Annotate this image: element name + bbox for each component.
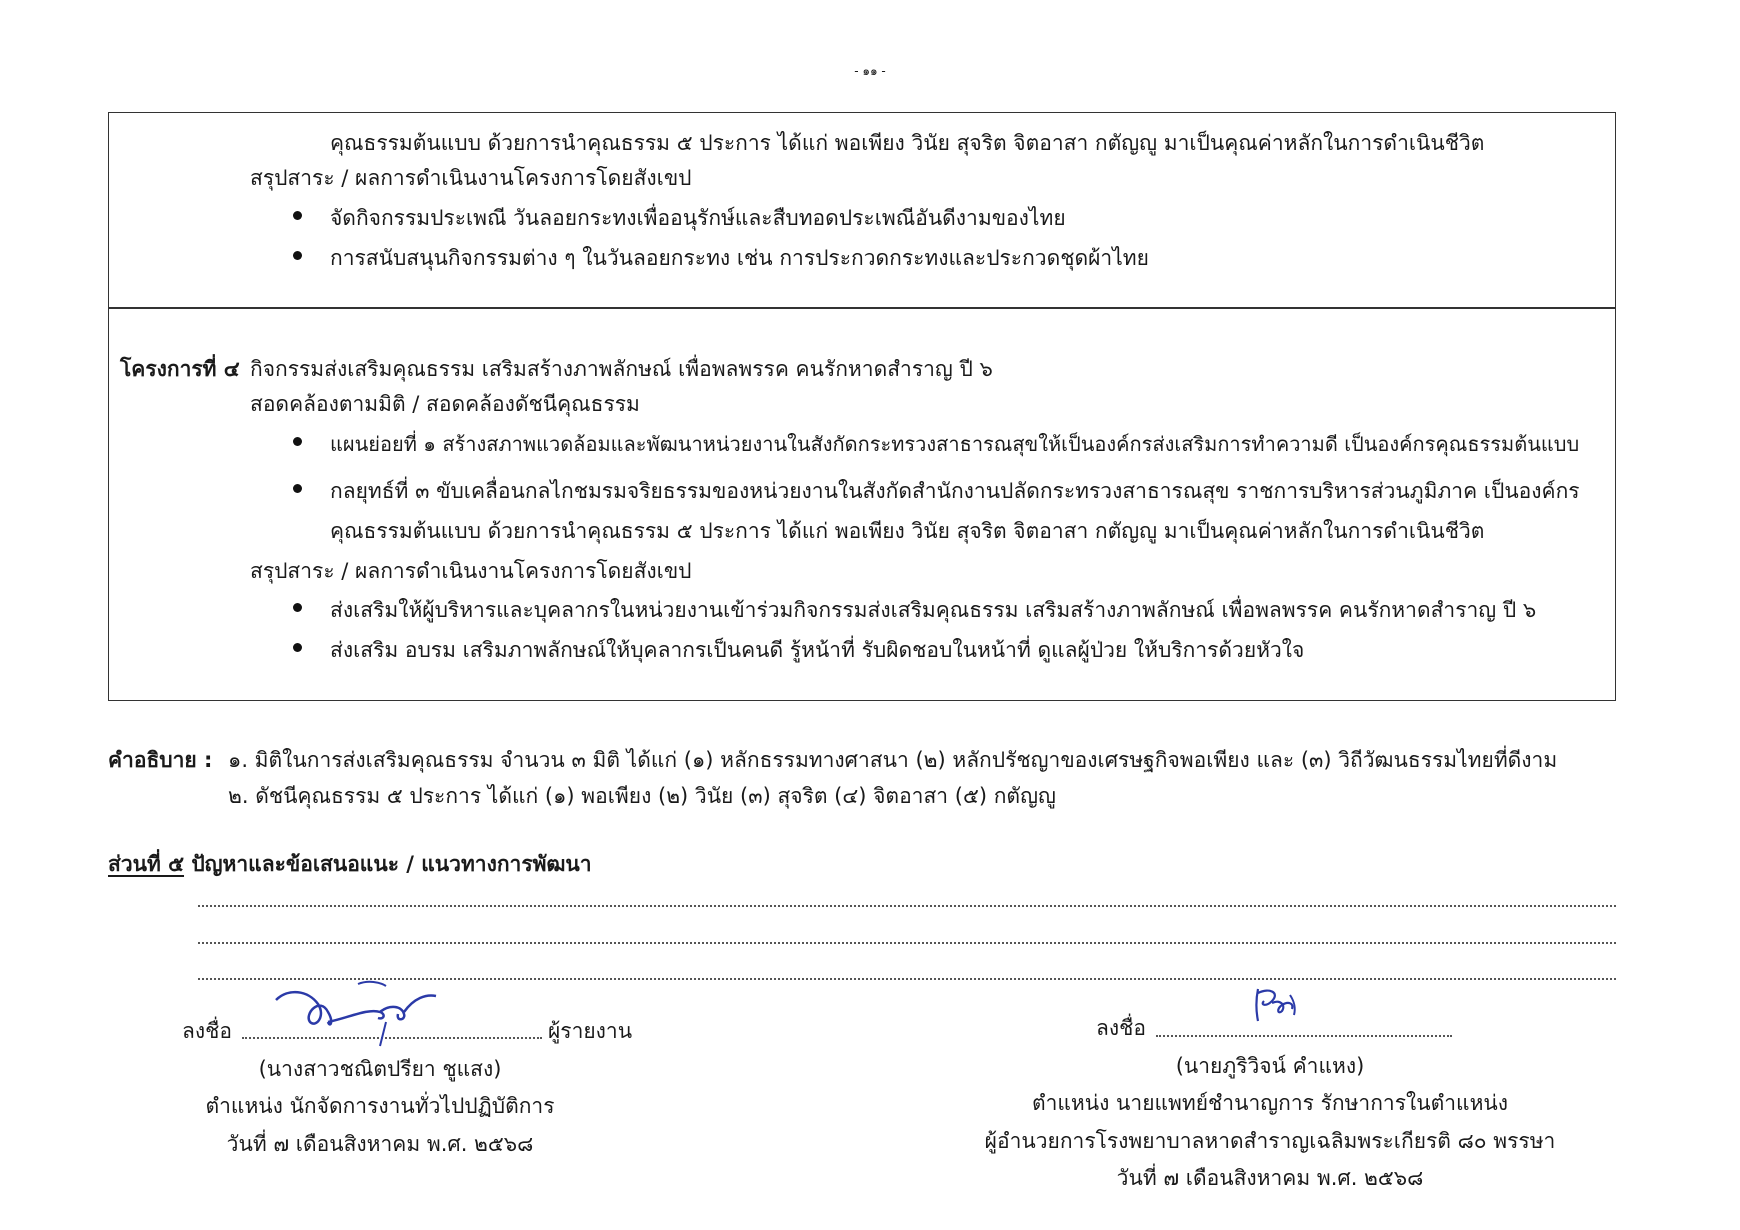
right-signer-position: ตำแหน่ง นายแพทย์ชำนาญการ รักษาการในตำแหน่ง: [1031, 1091, 1509, 1115]
blank-answer-line: [198, 942, 1616, 944]
box1-continuation-text: คุณธรรมต้นแบบ ด้วยการนำคุณธรรม ๕ ประการ ได้แก่ พอเพียง วินัย สุจริต จิตอาสา กตัญญู มาเป็นคุณค่าหลักในการดำเนินชีวิต: [330, 131, 1485, 155]
blank-answer-line: [198, 905, 1616, 907]
explanation-label: คำอธิบาย :: [108, 748, 213, 772]
bullet-icon: [293, 251, 302, 260]
explanation-line-1: ๑. มิติในการส่งเสริมคุณธรรม จำนวน ๓ มิติ ได้แก่ (๑) หลักธรรมทางศาสนา (๒) หลักปรัชญาของเศรษฐกิจพอเพียง และ (๓) วิถีวัฒนธรรมไทยที่ดีงาม: [228, 748, 1558, 772]
left-handwritten-signature: [268, 978, 448, 1048]
section5-title: ปัญหาและข้อเสนอแนะ / แนวทางการพัฒนา: [191, 852, 592, 876]
bullet-icon: [293, 643, 302, 652]
section5-label: ส่วนที่ ๕: [108, 852, 185, 876]
box2-summary-bullet-1: ส่งเสริมให้ผู้บริหารและบุคลากรในหน่วยงานเข้าร่วมกิจกรรมส่งเสริมคุณธรรม เสริมสร้างภาพลักษณ์ เพื่อพลพรรค คนรักหาดสำราญ ปี ๖: [330, 598, 1537, 622]
right-sign-label: ลงชื่อ: [1096, 1016, 1146, 1040]
right-signature-line: [1156, 1035, 1452, 1037]
right-handwritten-signature: [1250, 985, 1310, 1025]
bullet-icon: [293, 211, 302, 220]
right-signer-date: วันที่ ๗ เดือนสิงหาคม พ.ศ. ๒๕๖๘: [1116, 1166, 1424, 1190]
left-reporter-role: ผู้รายงาน: [548, 1019, 633, 1043]
alignment-heading: สอดคล้องตามมิติ / สอดคล้องดัชนีคุณธรรม: [250, 392, 640, 416]
bullet-icon: [293, 437, 302, 446]
box2-summary-bullet-2: ส่งเสริม อบรม เสริมภาพลักษณ์ให้บุคลากรเป็นคนดี รู้หน้าที่ รับผิดชอบในหน้าที่ ดูแลผู้ป่วย ให้บริการด้วยหัวใจ: [330, 638, 1305, 662]
bullet-icon: [293, 484, 302, 493]
box1-summary-heading: สรุปสาระ / ผลการดำเนินงานโครงการโดยสังเขป: [250, 166, 692, 190]
alignment-bullet-1: แผนย่อยที่ ๑ สร้างสภาพแวดล้อมและพัฒนาหน่วยงานในสังกัดกระทรวงสาธารณสุขให้เป็นองค์กรส่งเสริมการทำความดี เป็นองค์กรคุณธรรมต้นแบบ: [330, 432, 1580, 456]
project-label: โครงการที่ ๔: [120, 357, 240, 381]
alignment-continuation: คุณธรรมต้นแบบ ด้วยการนำคุณธรรม ๕ ประการ ได้แก่ พอเพียง วินัย สุจริต จิตอาสา กตัญญู มาเป็นคุณค่าหลักในการดำเนินชีวิต: [330, 519, 1485, 543]
project-title: กิจกรรมส่งเสริมคุณธรรม เสริมสร้างภาพลักษณ์ เพื่อพลพรรค คนรักหาดสำราญ ปี ๖: [250, 357, 993, 381]
box2-summary-heading: สรุปสาระ / ผลการดำเนินงานโครงการโดยสังเขป: [250, 559, 692, 583]
alignment-bullet-2: กลยุทธ์ที่ ๓ ขับเคลื่อนกลไกชมรมจริยธรรมของหน่วยงานในสังกัดสำนักงานปลัดกระทรวงสาธารณสุข ราชการบริหารส่วนภูมิภาค เป็นองค์กร: [330, 479, 1580, 503]
box1-summary-bullet-1: จัดกิจกรรมประเพณี วันลอยกระทงเพื่ออนุรักษ์และสืบทอดประเพณีอันดีงามของไทย: [330, 206, 1066, 230]
left-sign-label: ลงชื่อ: [182, 1019, 232, 1043]
explanation-line-2: ๒. ดัชนีคุณธรรม ๕ ประการ ได้แก่ (๑) พอเพียง (๒) วินัย (๓) สุจริต (๔) จิตอาสา (๕) กตัญญู: [228, 784, 1056, 808]
page-number: - ๑๑ -: [854, 64, 886, 78]
section5-heading: [108, 848, 592, 881]
right-signer-name: (นายภูริวิจน์ คำแหง): [1175, 1054, 1365, 1078]
left-signer-date: วันที่ ๗ เดือนสิงหาคม พ.ศ. ๒๕๖๘: [226, 1132, 534, 1156]
box1-summary-bullet-2: การสนับสนุนกิจกรรมต่าง ๆ ในวันลอยกระทง เช่น การประกวดกระทงและประกวดชุดผ้าไทย: [330, 246, 1149, 270]
bullet-icon: [293, 603, 302, 612]
left-signer-position: ตำแหน่ง นักจัดการงานทั่วไปปฏิบัติการ: [205, 1094, 555, 1118]
right-signer-position-2: ผู้อำนวยการโรงพยาบาลหาดสำราญเฉลิมพระเกียรติ ๘๐ พรรษา: [984, 1129, 1556, 1153]
left-signer-name: (นางสาวชณิตปรียา ชูแสง): [258, 1057, 502, 1081]
